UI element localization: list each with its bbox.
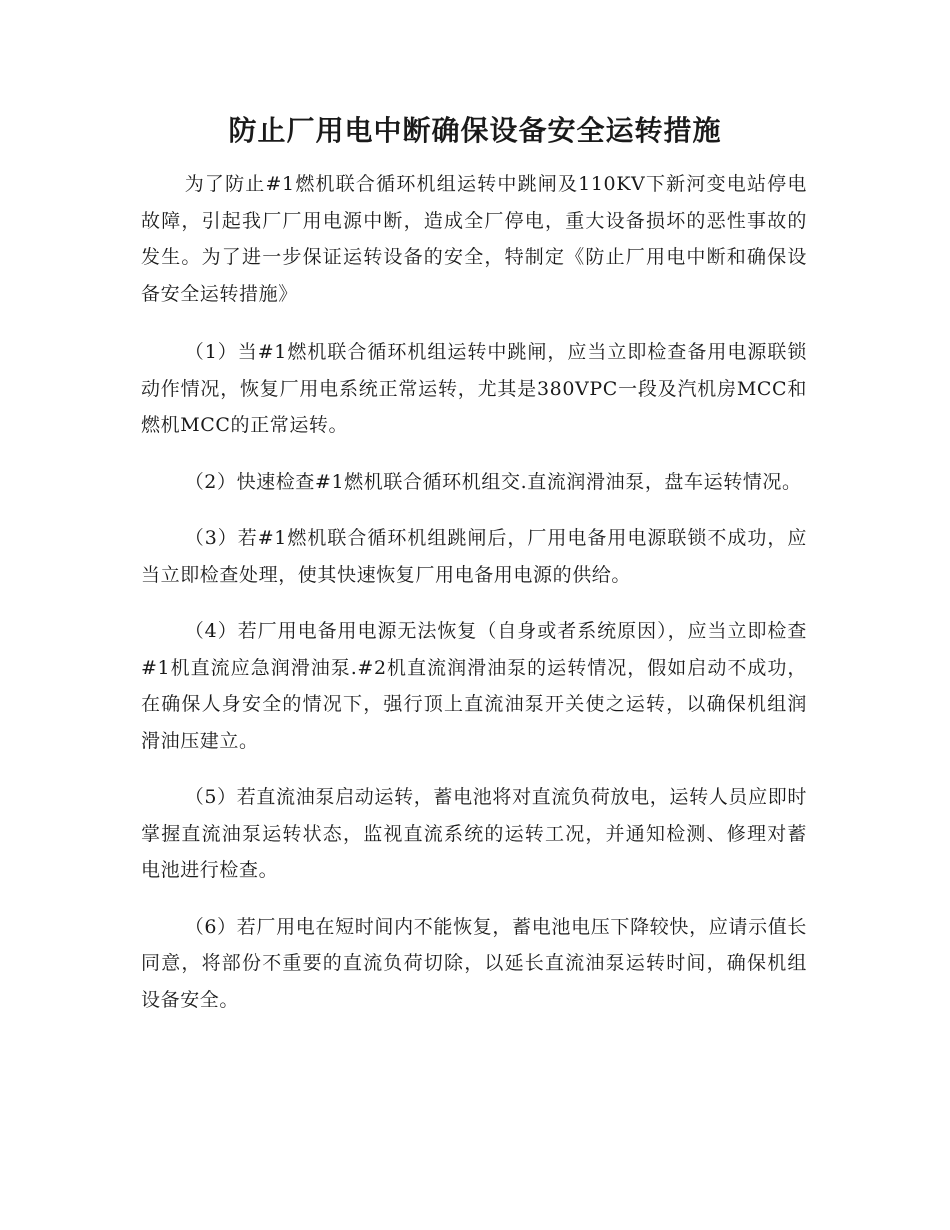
measure-paragraph-3: （3）若#1燃机联合循环机组跳闸后，厂用电备用电源联锁不成功，应当立即检查处理，使其快速恢复厂用电备用电源的供给。 bbox=[141, 527, 807, 586]
document-title: 防止厂用电中断确保设备安全运转措施 bbox=[228, 114, 722, 147]
document-body bbox=[141, 166, 807, 1038]
intro-paragraph: 为了防止#1燃机联合循环机组运转中跳闸及110KV下新河变电站停电故障，引起我厂厂用电源中断，造成全厂停电，重大设备损坏的恶性事故的发生。为了进一步保证运转设备的安全，特制定《防止厂用电中断和确保设备安全运转措施》 bbox=[141, 173, 807, 305]
measure-paragraph-6: （6）若厂用电在短时间内不能恢复，蓄电池电压下降较快，应请示值长同意，将部份不重要的直流负荷切除，以延长直流油泵运转时间，确保机组设备安全。 bbox=[141, 915, 807, 1011]
measure-paragraph-2: （2）快速检查#1燃机联合循环机组交.直流润滑油泵，盘车运转情况。 bbox=[184, 470, 802, 493]
measure-paragraph-1: （1）当#1燃机联合循环机组运转中跳闸，应当立即检查备用电源联锁动作情况，恢复厂用电系统正常运转，尤其是380VPC一段及汽机房MCC和燃机MCC的正常运转。 bbox=[141, 341, 807, 436]
measure-paragraph-5: （5）若直流油泵启动运转，蓄电池将对直流负荷放电，运转人员应即时掌握直流油泵运转状态，监视直流系统的运转工况，并通知检测、修理对蓄电池进行检查。 bbox=[141, 786, 807, 881]
measure-paragraph-4: （4）若厂用电备用电源无法恢复（自身或者系统原因），应当立即检查#1机直流应急润滑油泵.#2机直流润滑油泵的运转情况，假如启动不成功，在确保人身安全的情况下，强行顶上直流油泵开关使之运转，以确保机组润滑油压建立。 bbox=[141, 620, 807, 752]
